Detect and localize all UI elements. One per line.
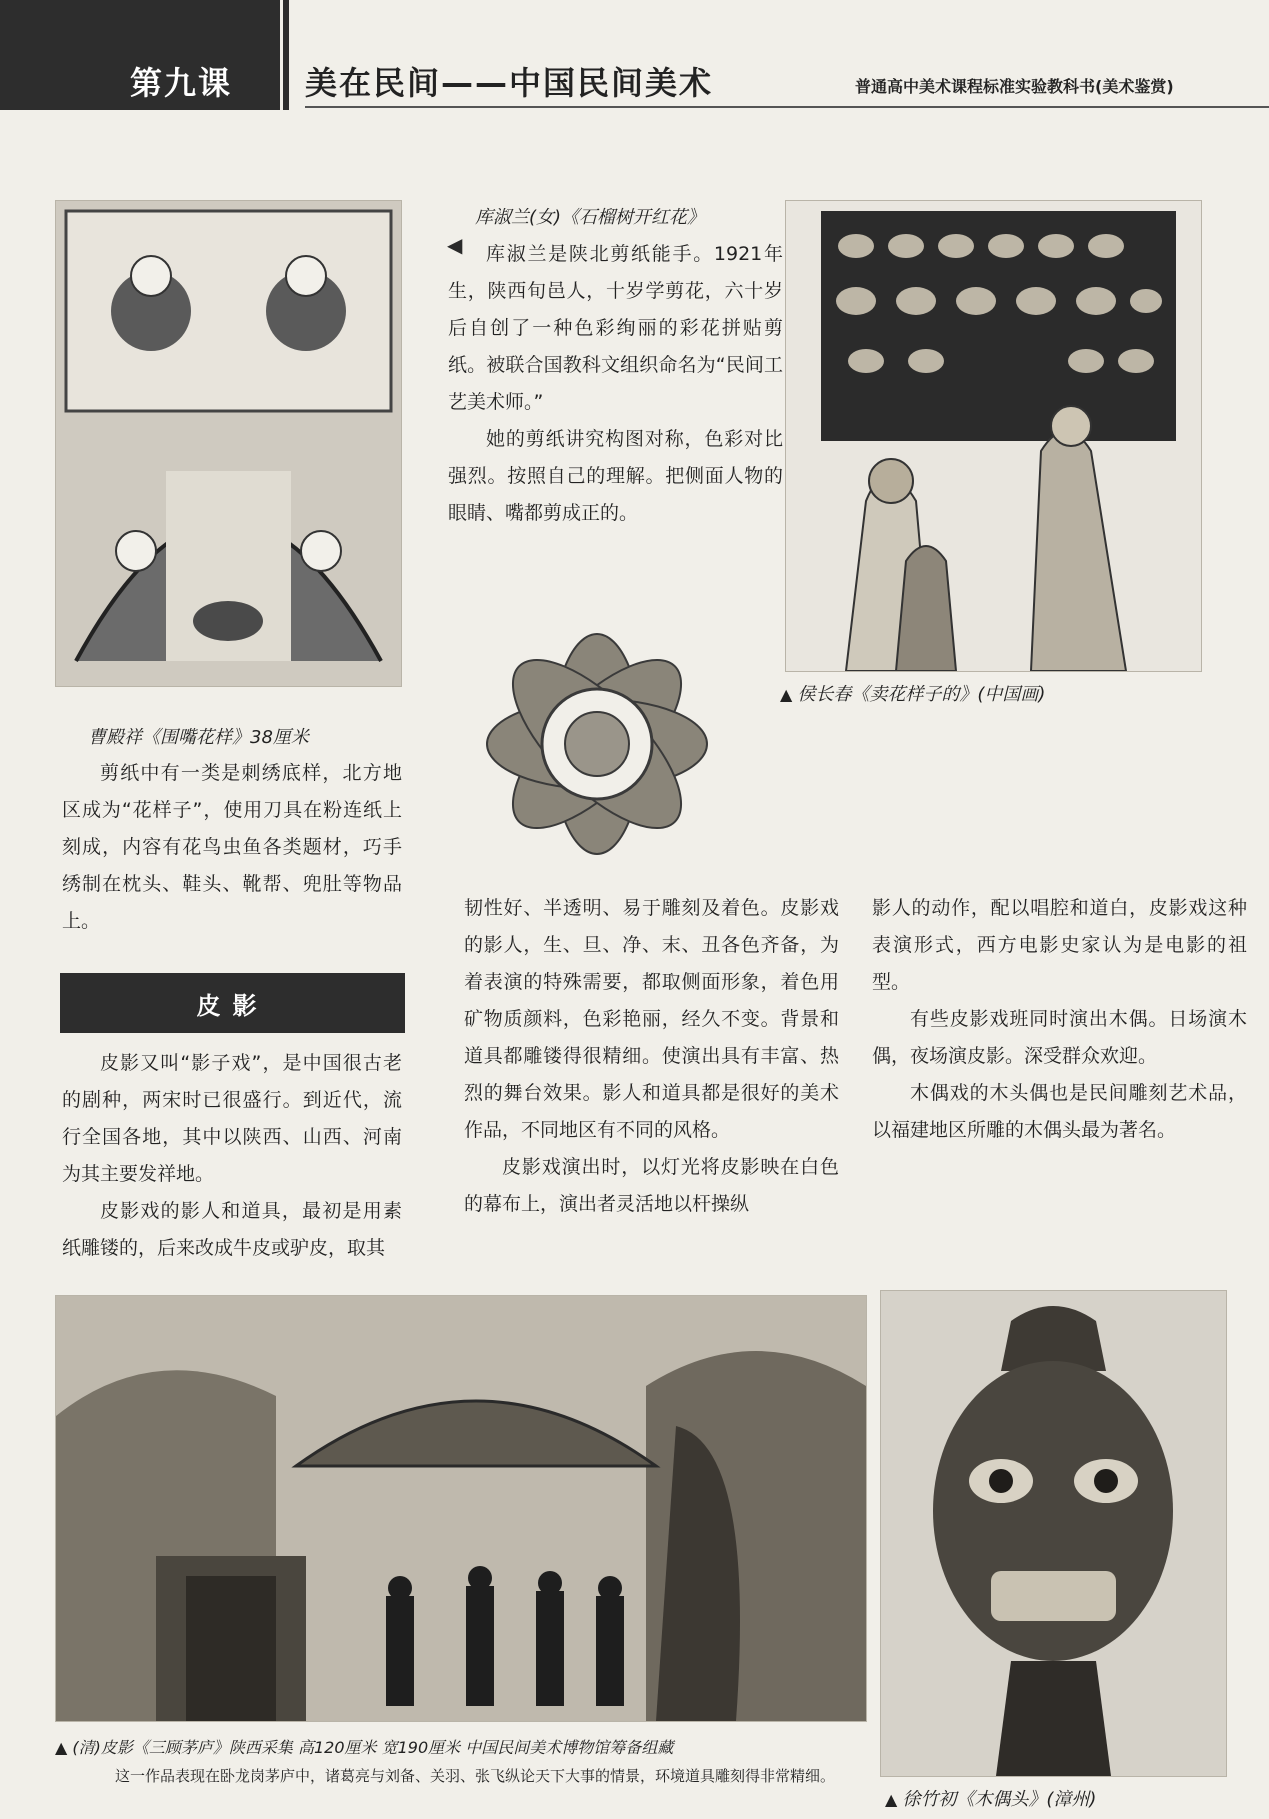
wooden-puppet-head-image xyxy=(880,1290,1227,1777)
ku-paragraph-1: 库淑兰是陕北剪纸能手。1921年生，陕西旬邑人，十岁学剪花，六十岁后自创了一种色彩绚丽的彩花拼贴剪纸。被联合国教科文组织命名为“民间工艺美术师。” xyxy=(448,243,783,413)
piying-col-3 xyxy=(872,890,1247,1149)
shadow-caption: ▲ (清)皮影《三顾茅庐》陕西采集 高120厘米 宽190厘米 中国民间美术博物馆筹备组藏 xyxy=(55,1735,673,1758)
shadow-description: 这一作品表现在卧龙岗茅庐中，诸葛亮与刘备、关羽、张飞纵论天下大事的情景，环境道具雕刻得非常精细。 xyxy=(115,1767,836,1785)
series-title: 普通高中美术课程标准实验教科书(美术鉴赏) xyxy=(855,77,1174,96)
lesson-label: 第九课 xyxy=(130,64,233,102)
ku-paragraph-2: 她的剪纸讲究构图对称，色彩对比强烈。按照自己的理解。把侧面人物的眼睛、嘴都剪成正的。 xyxy=(448,428,783,524)
pointer-left-icon: ◀ xyxy=(447,233,463,257)
header-divider xyxy=(283,0,289,110)
header-rule-line xyxy=(305,106,1269,108)
piying-paragraph-3: 皮影戏演出时，以灯光将皮影映在白色的幕布上，演出者灵活地以杆操纵 xyxy=(464,1156,839,1215)
piying-paragraph-2a: 皮影戏的影人和道具，最初是用素纸雕镂的，后来改成牛皮或驴皮，取其 xyxy=(62,1200,402,1259)
left-intro-text xyxy=(62,755,402,940)
ku-title-caption: 库淑兰(女)《石榴树开红花》 xyxy=(475,207,706,228)
piying-paragraph-5: 木偶戏的木头偶也是民间雕刻艺术品，以福建地区所雕的木偶头最为著名。 xyxy=(872,1082,1247,1141)
piying-paragraph-4: 有些皮影戏班同时演出木偶。日场演木偶，夜场演皮影。深受群众欢迎。 xyxy=(872,1008,1247,1067)
piying-col-1 xyxy=(62,1045,402,1267)
piying-paragraph-1: 皮影又叫“影子戏”，是中国很古老的剧种，两宋时已很盛行。到近代，流行全国各地，其中以陕西、山西、河南为其主要发祥地。 xyxy=(62,1052,402,1185)
flower-paper-cut-image xyxy=(465,612,730,877)
page-title: 美在民间——中国民间美术 xyxy=(305,64,714,102)
puppet-caption: ▲ 徐竹初《木偶头》(漳州) xyxy=(885,1785,1096,1811)
piying-paragraph-2b: 韧性好、半透明、易于雕刻及着色。皮影戏的影人，生、旦、净、末、丑各色齐备，为着表演的特殊需要，都取侧面形象，着色用矿物质颜料，色彩艳丽，经久不变。背景和道具都雕镂得很精细。使演出具有丰富、热烈的舞台效果。影人和道具都是很好的美术作品，不同地区有不同的风格。 xyxy=(464,897,839,1141)
painting-caption: ▲ 侯长春《卖花样子的》(中国画) xyxy=(780,680,1045,706)
paper-cut-embroidery-pattern-image xyxy=(55,200,402,687)
weizui-caption: 曹殿祥《围嘴花样》38厘米 xyxy=(88,727,309,748)
section-title-piying: 皮影 xyxy=(60,973,405,1033)
piying-col-2 xyxy=(464,890,839,1223)
shadow-puppet-scene-image xyxy=(55,1295,867,1722)
ku-text xyxy=(448,236,783,532)
selling-pattern-painting-image xyxy=(785,200,1202,672)
piying-paragraph-3b: 影人的动作，配以唱腔和道白，皮影戏这种表演形式，西方电影史家认为是电影的祖型。 xyxy=(872,897,1247,993)
left-paragraph: 剪纸中有一类是刺绣底样，北方地区成为“花样子”，使用刀具在粉连纸上刻成，内容有花鸟虫鱼各类题材，巧手绣制在枕头、鞋头、靴帮、兜肚等物品上。 xyxy=(62,762,402,932)
